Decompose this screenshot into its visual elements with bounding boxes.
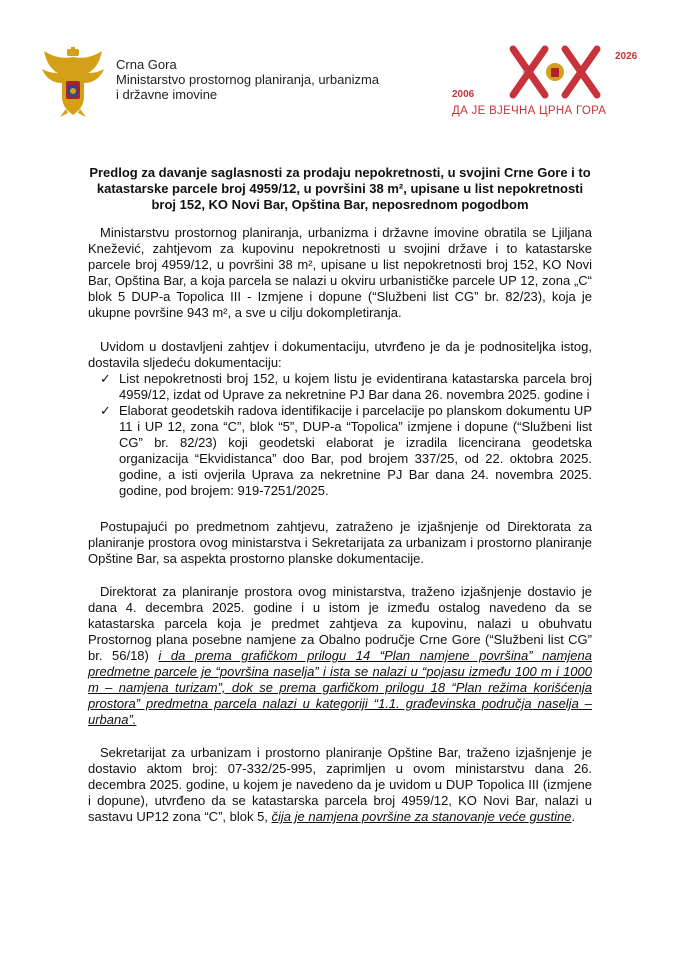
coat-of-arms-icon <box>40 47 106 119</box>
secretariat-response-end: . <box>571 809 576 824</box>
directorate-response-text: Direktorat za planiranje prostora ovog ministarstva, traženo izjašnjenje dostavio je dana 4. decembra 2025. godine i u istom je između ostalog navedeno da se katastarska parcela koja je predmet zahtjeva za kupovinu, nalazi u obuhvatu Prostornog plana posebne namjene za Obalno područje Crne Gore (“Službeni list CG” br. 56/18) <box>88 584 592 663</box>
secretariat-response-text: Sekretarijat za urbanizam i prostorno planiranje Opštine Bar, traženo izjašnjenje je dostavio aktom broj: 07-332/25-995, zaprimljen u ovom ministarstvu dana 26. decembra 2025. godine, u kojem je navedeno da je uvidom u DUP Topolica III (izmjene i dopune), utvrđeno da se katastarska parcela broj 4959/12, KO Novi Bar, nalazi u sastavu UP12 zona “C”, blok 5, <box>88 745 592 824</box>
ministry-name <box>116 57 379 102</box>
paragraph-directorate-response <box>88 584 592 728</box>
check-icon: ✓ <box>100 403 111 418</box>
year-end: 2026 <box>615 51 638 62</box>
documentation-checklist <box>100 371 592 499</box>
checklist-item <box>100 403 592 499</box>
paragraph-documentation-intro: Uvidom u dostavljeni zahtjev i dokumentaciju, utvrđeno je da je podnositeljka istog, dostavila sljedeću dokumentaciju: <box>88 339 592 370</box>
motto: ДА ЈЕ ВЈЕЧНА ЦРНА ГОРА <box>452 105 607 117</box>
roman-numeral: XX <box>522 71 532 78</box>
paragraph-request: Ministarstvu prostornog planiranja, urbanizma i državne imovine obratila se Ljiljana Knežević, zahtjevom za kupovinu nepokretnosti u svojini države i to katastarske parcele broj 4959/12, u površini 38 m², upisane u list nepokretnosti broj 152, KO Novi Bar, Opština Bar, a koja parcela se nalazi u okviru urbanističke parcele UP 12, zona „C“ blok 5 DUP-a Topolica III - Izmjene i dopune (“Službeni list CG” br. 82/23), koja je ukupne površine 943 m², a sve u cilju dokompletiranja. <box>88 225 592 320</box>
xx-emblem-icon <box>505 43 615 101</box>
org-line-3: i državne imovine <box>116 87 218 102</box>
secretariat-response-emphasis: čija je namjena površine za stanovanje veće gustine <box>271 809 572 824</box>
org-line-2: Ministarstvo prostornog planiranja, urbanizma <box>116 72 380 87</box>
directorate-response-emphasis: i da prema grafičkom prilogu 14 “Plan namjene površina” namjena predmetne parcele je “površina naselja” i ista se nalazi u “pojasu između 100 m i 1000 m – namjena turizam”, dok se prema garfičkom prilogu 18 “Plan režima korišćenja prostora” predmetna parcela nalazi u kategoriji “1.1. građevinska područja naselja – urbana”. <box>88 648 592 727</box>
checklist-item-text: List nepokretnosti broj 152, u kojem listu je evidentirana katastarska parcela broj 4959/12, izdat od Uprave za nekretnine PJ Bar dana 26. novembra 2025. godine i <box>119 371 592 402</box>
year-start: 2006 <box>452 89 475 100</box>
paragraph-clarification-request: Postupajući po predmetnom zahtjevu, zatraženo je izjašnjenje od Direktorata za planiranje prostora ovog ministarstva i Sekretarijata za urbanizam i prostorno planiranje Opštine Bar, sa aspekta prostorno planske dokumentacije. <box>88 519 592 566</box>
check-icon: ✓ <box>100 371 111 386</box>
document-title: Predlog za davanje saglasnosti za prodaju nepokretnosti, u svojini Crne Gore i to katastarske parcele broj 4959/12, u površini 38 m², upisane u list nepokretnosti broj 152, KO Novi Bar, Opština Bar, neposrednom pogodbom <box>89 165 591 212</box>
checklist-item <box>100 371 592 403</box>
org-line-1: Crna Gora <box>116 57 177 72</box>
anniversary-logo <box>450 43 650 123</box>
checklist-item-text: Elaborat geodetskih radova identifikacije i parcelacije po planskom dokumentu UP 11 i UP 12, zona “C”, blok “5”, DUP-a “Topolica” izmjene i dopune (“Službeni list CG” br. 82/23) koji geodetski elaborat je izradila licencirana geodetska organizacija “Ekvidistanca” doo Bar, pod brojem 337/25, od 22. oktobra 2025. godine, a isti ovjerila Uprava za nekretnine PJ Bar dana 24. novembra 2025. godine, pod brojem: 919-7251/2025. <box>119 403 592 498</box>
paragraph-secretariat-response <box>88 745 592 825</box>
